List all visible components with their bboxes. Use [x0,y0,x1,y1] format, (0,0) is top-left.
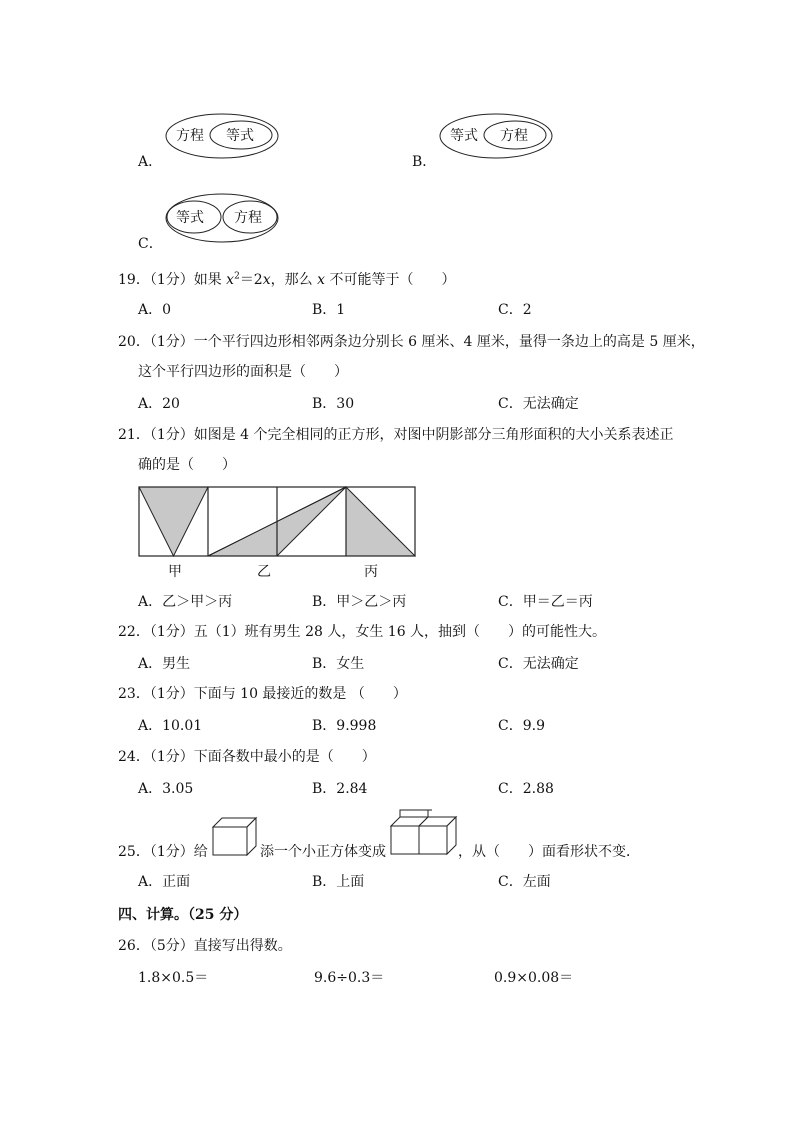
q24-option-b: B．2.84 [312,781,368,797]
q18-option-b-label: B． [412,154,437,170]
q22-option-b: B．女生 [312,656,365,672]
q21-squares-figure [136,484,420,564]
q20-stem-line1: 20．（1分）一个平行四边形相邻两条边分别长 6 厘米、4 厘米，量得一条边上的高是 5 厘米， [118,334,705,350]
venn-outer-label: 方程 [176,128,204,144]
q26-item-1: 1.8×0.5＝ [138,970,209,986]
q21-label-yi: 乙 [257,564,271,580]
q21-label-jia: 甲 [168,564,182,580]
section-4-heading: 四、计算。（25 分） [118,907,248,923]
q19-option-c: C．2 [498,302,532,318]
q26-item-3: 0.9×0.08＝ [494,970,574,986]
q21-stem-line1: 21．（1分）如图是 4 个完全相同的正方形，对图中阴影部分三角形面积的大小关系表述正 [118,427,674,443]
q18-option-a [164,112,280,164]
q19-stem: 19．（1分）如果 $x^2=2x$，那么 x 不可能等于（ ） [118,271,456,288]
q25-stem-part2: 添一个小正方体变成 [260,844,386,860]
q20-stem-line2: 这个平行四边形的面积是（ ） [138,364,348,380]
q25-stem-part1: 25．（1分）给 [118,844,208,860]
q18-option-a-label: A． [138,154,163,170]
q20-option-b: B．30 [312,396,355,412]
q25-two-cubes-figure [388,808,460,862]
q21-option-c: C．甲＝乙＝丙 [498,594,593,610]
four-squares-shaded-triangles [136,484,420,560]
q18-option-c [164,192,280,248]
q25-single-cube-figure [210,815,262,863]
q21-stem-line2: 确的是（ ） [138,457,236,473]
two-cubes-icon [388,808,460,858]
q24-stem: 24．（1分）下面各数中最小的是（ ） [118,749,376,765]
venn-equality-contains-equation [438,112,554,160]
q19-option-a: A．0 [138,302,172,318]
q18-option-b [438,112,554,164]
venn-left-label: 等式 [176,210,204,226]
q18-option-c-label: C． [138,236,163,252]
q25-option-a: A．正面 [138,874,191,890]
q20-option-a: A．20 [138,396,180,412]
q22-option-c: C．无法确定 [498,656,579,672]
venn-inner-label: 方程 [500,128,528,144]
venn-inner-label: 等式 [226,128,254,144]
triangle-jia [139,487,208,556]
q19-option-b: B．1 [312,302,346,318]
q25-option-b: B．上面 [312,874,365,890]
q23-stem: 23．（1分）下面与 10 最接近的数是 （ ） [118,686,407,702]
venn-right-label: 方程 [234,210,262,226]
q23-option-b: B．9.998 [312,718,377,734]
q21-option-a: A．乙＞甲＞丙 [138,594,233,610]
venn-equation-contains-equality [164,112,280,160]
q21-label-bing: 丙 [364,564,378,580]
q26-item-2: 9.6÷0.3＝ [314,970,385,986]
q25-option-c: C．左面 [498,874,551,890]
q25-stem-part3: ，从（ ）面看形状不变． [458,844,640,860]
venn-two-side-by-side [164,192,280,244]
q23-option-c: C．9.9 [498,718,545,734]
q22-stem: 22．（1分）五（1）班有男生 28 人，女生 16 人，抽到（ ）的可能性大。 [118,624,607,640]
q20-option-c: C．无法确定 [498,396,579,412]
q21-option-b: B．甲＞乙＞丙 [312,594,407,610]
q23-option-a: A．10.01 [138,718,203,734]
q26-stem: 26．（5分）直接写出得数。 [118,938,292,954]
triangle-bing [346,487,415,556]
single-cube-icon [210,815,262,859]
q24-option-a: A．3.05 [138,781,194,797]
q24-option-c: C．2.88 [498,781,554,797]
venn-outer-label: 等式 [450,128,478,144]
q22-option-a: A．男生 [138,656,191,672]
